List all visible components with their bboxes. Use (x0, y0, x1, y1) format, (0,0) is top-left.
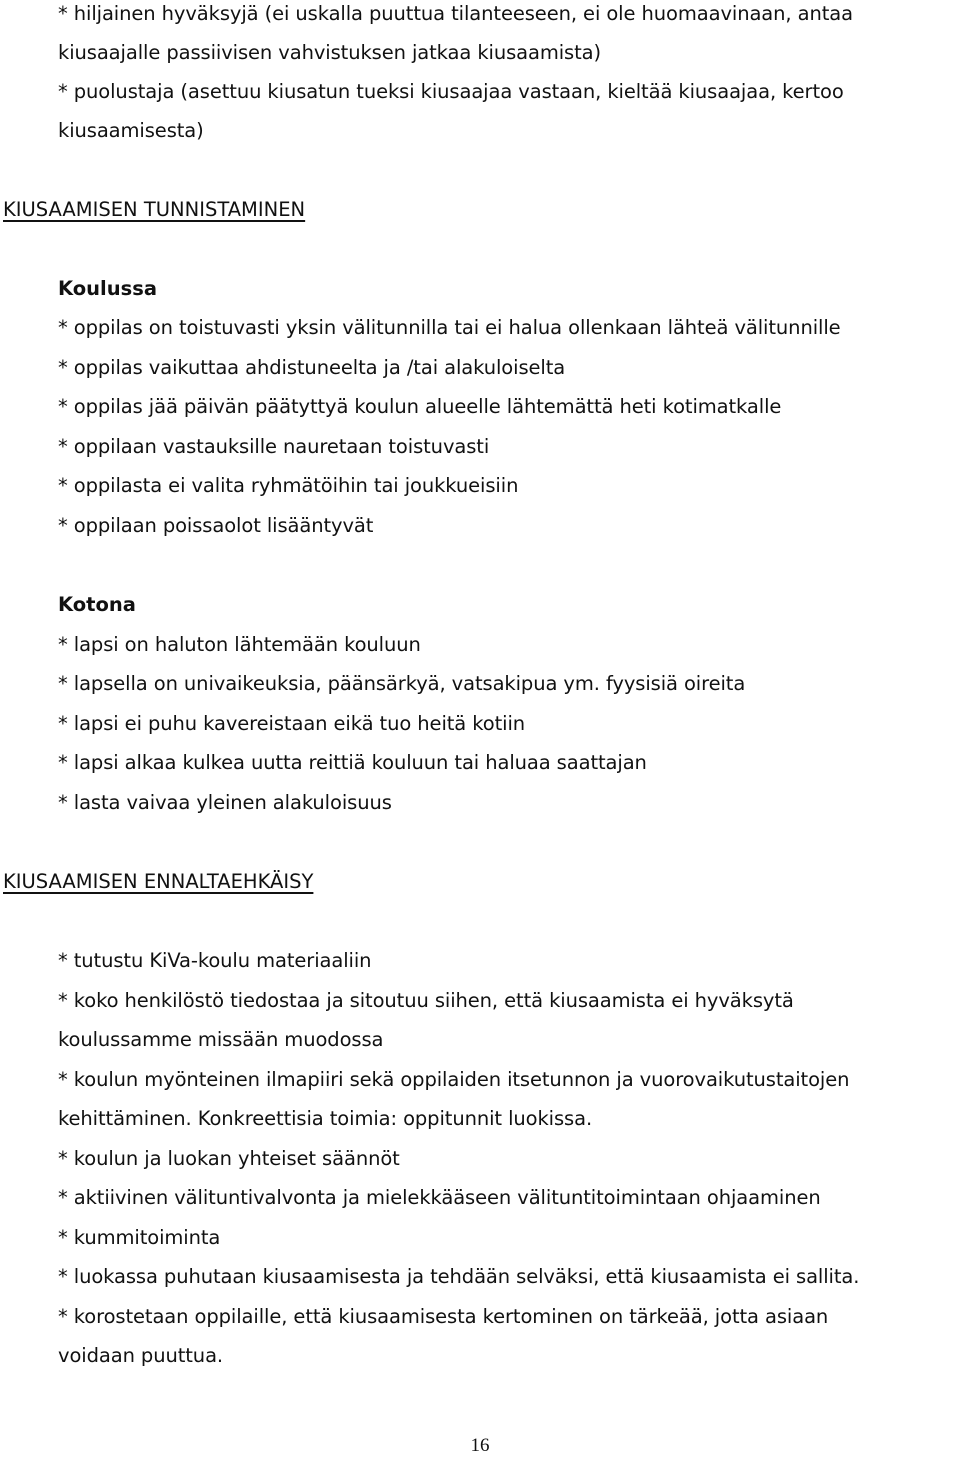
list-item: * oppilaan vastauksille nauretaan toistuvasti (58, 435, 490, 458)
section-heading-recognition: KIUSAAMISEN TUNNISTAMINEN (3, 198, 306, 221)
intro-line: kiusaamisesta) (58, 119, 204, 142)
prevention-line: * koulun ja luokan yhteiset säännöt (58, 1147, 400, 1170)
prevention-line: * koko henkilöstö tiedostaa ja sitoutuu siihen, että kiusaamista ei hyväksytä (58, 989, 794, 1012)
list-item: * oppilaan poissaolot lisääntyvät (58, 514, 374, 537)
prevention-line: * tutustu KiVa-koulu materiaaliin (58, 949, 372, 972)
prevention-line: * korostetaan oppilaille, että kiusaamisesta kertominen on tärkeää, jotta asiaan (58, 1305, 829, 1328)
prevention-line: koulussamme missään muodossa (58, 1028, 384, 1051)
list-item: * lapsi ei puhu kavereistaan eikä tuo heitä kotiin (58, 712, 526, 735)
list-item: * oppilas on toistuvasti yksin välitunnilla tai ei halua ollenkaan lähteä välitunnille (58, 316, 841, 339)
prevention-line: voidaan puuttua. (58, 1344, 224, 1367)
list-item: * lapsella on univaikeuksia, päänsärkyä, vatsakipua ym. fyysisiä oireita (58, 672, 746, 695)
list-item: * lapsi on haluton lähtemään kouluun (58, 633, 421, 656)
intro-line: * hiljainen hyväksyjä (ei uskalla puuttua tilanteeseen, ei ole huomaavinaan, antaa (58, 2, 853, 25)
subheading-home: Kotona (58, 593, 136, 616)
intro-line: kiusaajalle passiivisen vahvistuksen jatkaa kiusaamista) (58, 41, 602, 64)
subheading-school: Koulussa (58, 277, 157, 300)
prevention-line: * luokassa puhutaan kiusaamisesta ja tehdään selväksi, että kiusaamista ei sallita. (58, 1265, 860, 1288)
page-number: 16 (470, 1435, 490, 1456)
list-item: * oppilasta ei valita ryhmätöihin tai joukkueisiin (58, 474, 519, 497)
list-item: * oppilas vaikuttaa ahdistuneelta ja /tai alakuloiselta (58, 356, 566, 379)
section-heading-prevention: KIUSAAMISEN ENNALTAEHKÄISY (3, 870, 314, 893)
prevention-line: kehittäminen. Konkreettisia toimia: oppitunnit luokissa. (58, 1107, 593, 1130)
prevention-line: * koulun myönteinen ilmapiiri sekä oppilaiden itsetunnon ja vuorovaikutustaitojen (58, 1068, 850, 1091)
list-item: * lasta vaivaa yleinen alakuloisuus (58, 791, 392, 814)
list-item: * lapsi alkaa kulkea uutta reittiä kouluun tai haluaa saattajan (58, 751, 647, 774)
prevention-line: * kummitoiminta (58, 1226, 221, 1249)
intro-line: * puolustaja (asettuu kiusatun tueksi kiusaajaa vastaan, kieltää kiusaajaa, kertoo (58, 80, 844, 103)
list-item: * oppilas jää päivän päätyttyä koulun alueelle lähtemättä heti kotimatkalle (58, 395, 782, 418)
prevention-line: * aktiivinen välituntivalvonta ja mielekkääseen välituntitoimintaan ohjaaminen (58, 1186, 821, 1209)
